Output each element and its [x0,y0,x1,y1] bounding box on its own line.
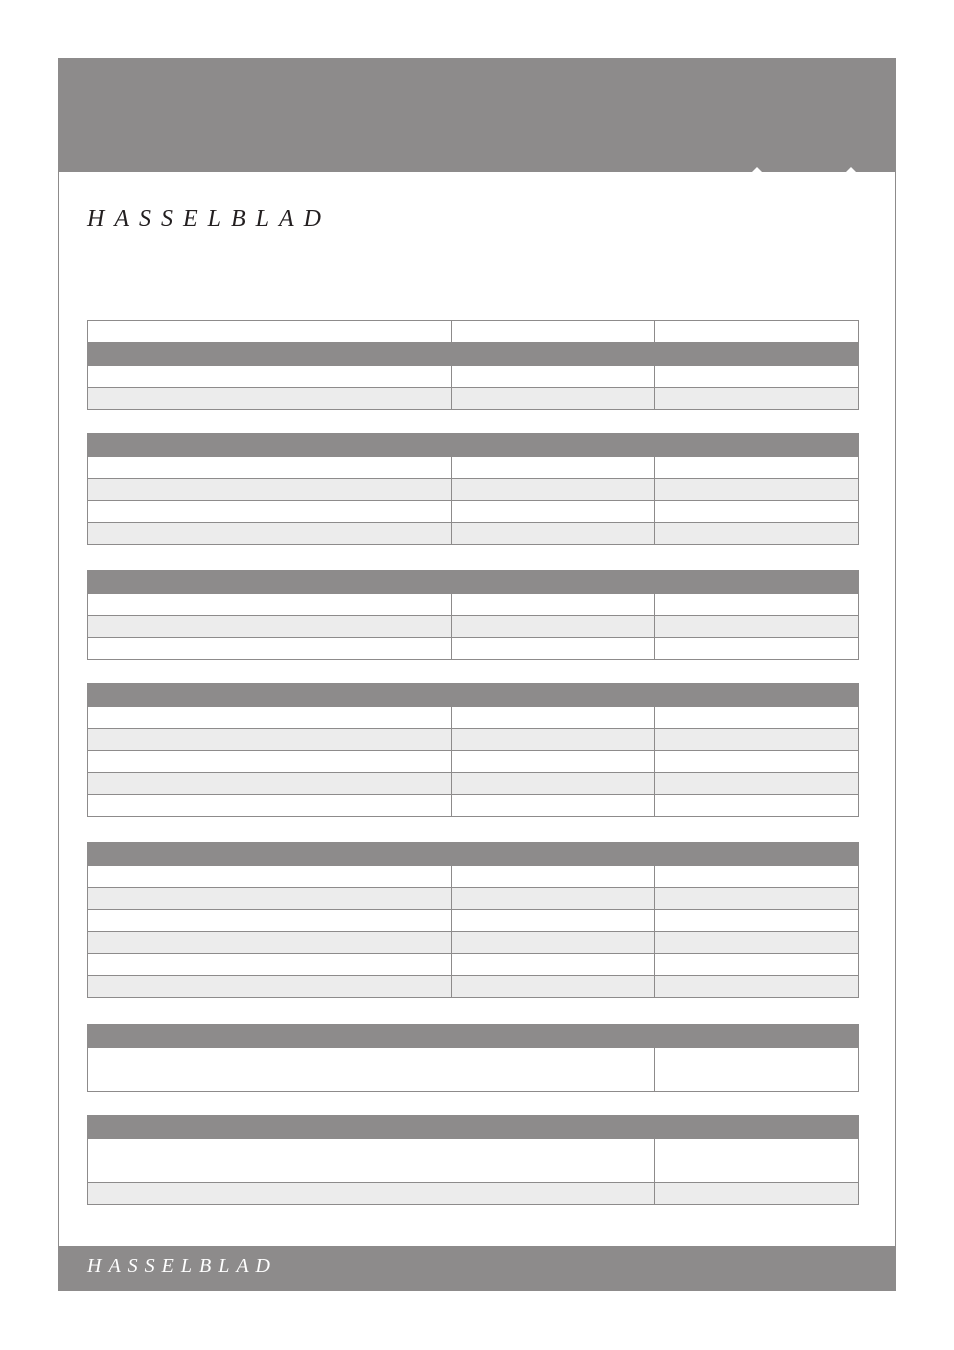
table-row [88,616,859,638]
table-row [88,594,859,616]
table-row [88,523,859,545]
table-row [88,479,859,501]
table-row [88,751,859,773]
table-row [88,366,859,388]
table-row [88,638,859,660]
table-row [88,795,859,817]
header-band [59,59,895,172]
section-header-row [88,684,859,707]
section-header-row [88,843,859,866]
table-row [88,932,859,954]
hasselblad-logo: HASSELBLAD [87,206,331,232]
spec-sheet-page [58,58,896,1291]
table-row [88,954,859,976]
hasselblad-logo-footer: HASSELBLAD [87,1255,277,1277]
table-row [88,866,859,888]
spec-table-5 [87,842,859,998]
table-row [88,729,859,751]
table-row [88,1048,859,1092]
table-row [88,501,859,523]
header-notch [846,167,856,172]
section-header-row [88,1116,859,1139]
spec-table-7 [87,1115,859,1205]
table-row [88,1139,859,1183]
section-header-row [88,571,859,594]
table-row [88,457,859,479]
table-row [88,888,859,910]
table-row [88,976,859,998]
spec-table-2 [87,433,859,545]
header-notch [752,167,762,172]
table-row [88,321,859,343]
table-row [88,910,859,932]
spec-table-6 [87,1024,859,1092]
table-row [88,1183,859,1205]
section-header-row [88,1025,859,1048]
spec-table-1 [87,320,859,410]
section-header-row [88,343,859,366]
spec-table-4 [87,683,859,817]
table-row [88,388,859,410]
table-row [88,773,859,795]
section-header-row [88,434,859,457]
table-row [88,707,859,729]
spec-table-3 [87,570,859,660]
